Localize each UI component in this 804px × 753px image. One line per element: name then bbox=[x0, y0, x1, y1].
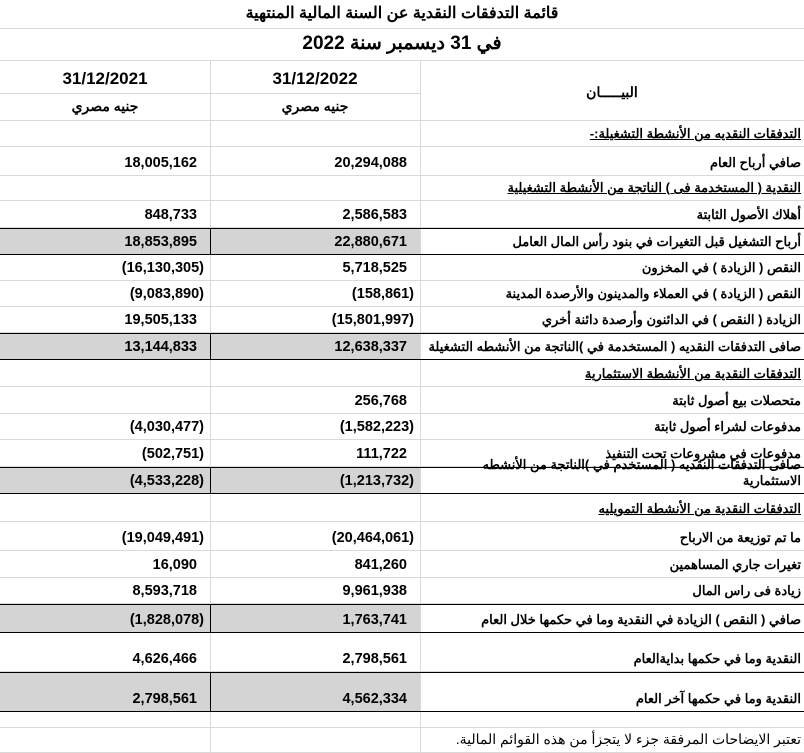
value-2021 bbox=[0, 176, 210, 200]
row-label bbox=[420, 229, 804, 254]
row-label bbox=[420, 522, 804, 550]
value-2021: 2,798,561 bbox=[0, 673, 210, 711]
row-label-text: مدفوعات لشراء أصول ثابتة bbox=[654, 419, 801, 434]
header-currency-2021: جنيه مصري bbox=[0, 93, 210, 121]
row-label-text: زيادة فى راس المال bbox=[692, 583, 801, 598]
row-label-text: صافي أرباح العام bbox=[710, 155, 801, 170]
row-label-text: النقدية وما في حكمها بدايةالعام bbox=[633, 651, 801, 666]
row-label-text: أهلاك الأصول الثابتة bbox=[696, 207, 801, 222]
header-description: البيـــــان bbox=[420, 65, 804, 121]
value-2021 bbox=[0, 387, 210, 413]
table-row bbox=[0, 281, 804, 307]
row-label bbox=[420, 281, 804, 306]
header-currency-2022: جنيه مصري bbox=[210, 93, 420, 121]
row-label bbox=[420, 147, 804, 175]
row-label-text: مدفوعات في مشروعات تحت التنفيذ bbox=[605, 446, 801, 461]
value-2021: (4,533,228) bbox=[0, 468, 210, 493]
row-label-text: النقدية ( المستخدمة فى ) الناتجة من الأنشطة التشغيلية bbox=[507, 180, 801, 195]
row-label bbox=[420, 673, 804, 711]
table-row bbox=[0, 522, 804, 551]
value-2021: (19,049,491) bbox=[121, 530, 204, 546]
value-2021: 19,505,133 bbox=[124, 312, 197, 328]
value-2021: 8,593,718 bbox=[132, 583, 197, 599]
table-row bbox=[0, 201, 804, 228]
value-2022: 4,562,334 bbox=[210, 673, 420, 711]
value-2021: 16,090 bbox=[152, 557, 197, 573]
value-2022: (1,213,732) bbox=[210, 468, 420, 493]
table-row bbox=[0, 633, 804, 672]
table-row bbox=[0, 120, 804, 147]
row-label bbox=[420, 633, 804, 671]
value-2022 bbox=[210, 712, 420, 727]
header-date-2022: 31/12/2022 bbox=[210, 65, 420, 94]
row-label bbox=[420, 255, 804, 280]
value-2022: (158,861) bbox=[210, 281, 420, 306]
row-label-text: الزيادة ( النقص ) في الدائنون وأرصدة دائنة أخري bbox=[541, 312, 801, 327]
row-label-text: النقص ( الزيادة ) في المخزون bbox=[641, 260, 801, 275]
row-label bbox=[420, 605, 804, 632]
value-2022: (1,582,223) bbox=[210, 414, 420, 439]
table-row bbox=[0, 255, 804, 281]
value-2022: 2,798,561 bbox=[210, 633, 420, 671]
row-label-text: أرباح التشغيل قبل التغيرات في بنود رأس المال العامل bbox=[512, 234, 801, 249]
value-2021: (1,828,078) bbox=[0, 605, 210, 632]
table-row bbox=[0, 147, 804, 176]
row-label bbox=[420, 578, 804, 603]
row-label-text: النقدية وما في حكمها آخر العام bbox=[635, 691, 801, 706]
value-2021 bbox=[0, 360, 210, 386]
row-label-text: تعتبر الايضاحات المرفقة جزء لا يتجزأ من هذه القوائم المالية. bbox=[455, 731, 801, 747]
value-2021: (9,083,890) bbox=[129, 286, 204, 302]
row-label-text: متحصلات بيع أصول ثابتة bbox=[672, 393, 801, 408]
value-2021 bbox=[0, 120, 210, 146]
row-label bbox=[420, 457, 804, 493]
row-label-text: صافي ( النقص ) الزيادة في النقدية وما في حكمها خلال العام bbox=[481, 612, 801, 627]
table-row bbox=[0, 307, 804, 333]
row-label-text: تغيرات جاري المساهمين bbox=[669, 557, 801, 572]
value-2021 bbox=[0, 728, 210, 752]
value-2022: 9,961,938 bbox=[210, 578, 420, 603]
value-2022: 22,880,671 bbox=[210, 229, 420, 254]
table-row bbox=[0, 360, 804, 387]
row-label bbox=[420, 387, 804, 413]
value-2022: 1,763,741 bbox=[210, 605, 420, 632]
table-row bbox=[0, 728, 804, 753]
table-row bbox=[0, 387, 804, 414]
table-row bbox=[0, 672, 804, 712]
value-2021: 4,626,466 bbox=[132, 651, 197, 667]
row-label bbox=[420, 414, 804, 439]
row-label bbox=[420, 334, 804, 359]
row-label-text: التدفقات النقديه من الأنشطة التشغيلة:- bbox=[589, 126, 801, 141]
row-label bbox=[420, 120, 804, 146]
row-label bbox=[420, 551, 804, 577]
row-label bbox=[420, 494, 804, 521]
value-2022 bbox=[210, 176, 420, 200]
value-2022 bbox=[210, 728, 420, 752]
value-2022: 5,718,525 bbox=[210, 255, 420, 280]
value-2021: 18,005,162 bbox=[124, 155, 197, 171]
row-label bbox=[420, 201, 804, 227]
row-label-text: النقص ( الزيادة ) في العملاء والمدينون والأرصدة المدينة bbox=[505, 286, 801, 301]
value-2021: (4,030,477) bbox=[129, 419, 204, 435]
table-row bbox=[0, 333, 804, 360]
value-2022: (20,464,061) bbox=[210, 522, 420, 550]
value-2022: (15,801,997) bbox=[210, 307, 420, 332]
header-date-2021: 31/12/2021 bbox=[0, 65, 210, 94]
row-label-text: التدفقات النقدية من الأنشطة الاستثمارية bbox=[584, 366, 801, 381]
value-2022: 111,722 bbox=[210, 440, 420, 466]
value-2021: 13,144,833 bbox=[0, 334, 210, 359]
table-row bbox=[0, 551, 804, 578]
table-row bbox=[0, 712, 804, 728]
value-2022 bbox=[210, 494, 420, 521]
value-2022 bbox=[210, 360, 420, 386]
statement-subtitle: في 31 ديسمبر سنة 2022 bbox=[0, 28, 804, 61]
value-2022: 256,768 bbox=[210, 387, 420, 413]
statement-table bbox=[0, 120, 804, 753]
row-label bbox=[420, 360, 804, 386]
value-2022: 12,638,337 bbox=[210, 334, 420, 359]
table-row bbox=[0, 414, 804, 440]
row-label-text: صافى التدفقات النقديه ( المستخدم في )الناتجة من الأنشطه الاستثمارية bbox=[482, 457, 801, 488]
value-2022: 2,586,583 bbox=[210, 201, 420, 227]
table-row bbox=[0, 176, 804, 201]
row-label-text: التدفقات النقدية من الأنشطة التمويليه bbox=[598, 501, 801, 516]
statement-title: قائمة التدفقات النقدية عن السنة المالية المنتهية bbox=[0, 0, 804, 29]
table-row bbox=[0, 578, 804, 604]
value-2022 bbox=[210, 120, 420, 146]
value-2021: (502,751) bbox=[141, 446, 204, 462]
row-label bbox=[420, 307, 804, 332]
row-label-text: صافى التدفقات النقديه ( المستخدمة في )الناتجة من الأنشطه التشغيلة bbox=[428, 339, 801, 354]
table-row bbox=[0, 494, 804, 522]
value-2021: (16,130,305) bbox=[121, 260, 204, 276]
value-2021: 848,733 bbox=[144, 207, 197, 223]
footnote bbox=[420, 728, 804, 752]
table-row bbox=[0, 604, 804, 633]
value-2021: 18,853,895 bbox=[0, 229, 210, 254]
value-2021 bbox=[0, 712, 210, 727]
row-label bbox=[420, 712, 804, 727]
table-row bbox=[0, 457, 804, 494]
row-label-text: ما تم توزيعة من الارباح bbox=[679, 530, 801, 545]
value-2022: 20,294,088 bbox=[210, 147, 420, 175]
table-row bbox=[0, 228, 804, 255]
row-label bbox=[420, 176, 804, 200]
value-2021 bbox=[0, 494, 210, 521]
value-2022: 841,260 bbox=[210, 551, 420, 577]
